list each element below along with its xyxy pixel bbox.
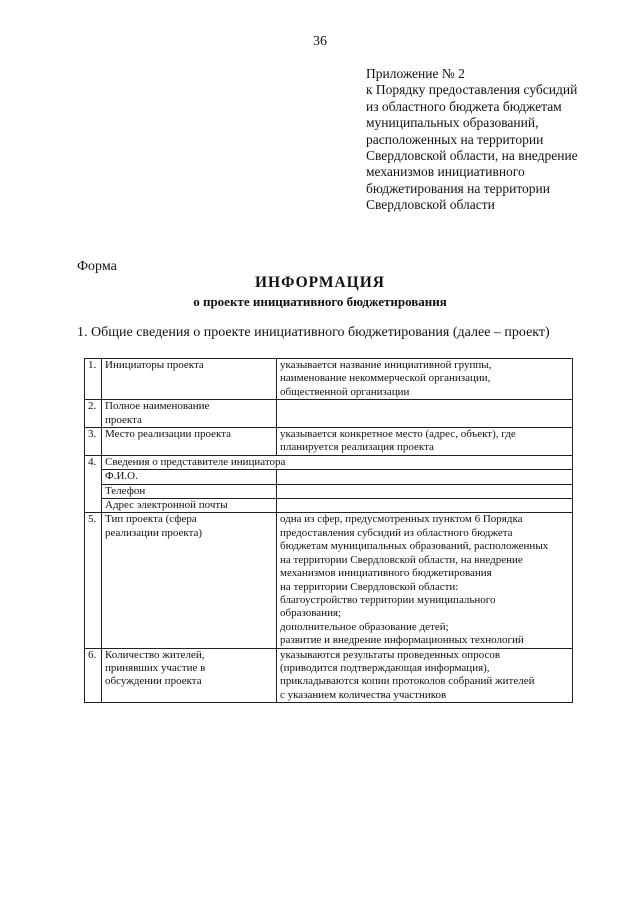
table-subrow — [85, 484, 573, 498]
row-description-line: наименование некоммерческой организации, — [280, 372, 491, 385]
table-row — [85, 455, 573, 469]
appendix-line: Свердловской области, на внедрение — [366, 148, 578, 164]
representative-field-label: Ф.И.О. — [102, 470, 277, 484]
row-description-line: дополнительное образование детей; — [280, 620, 449, 633]
row-description-line: одна из сфер, предусмотренных пунктом 6 Порядка — [280, 513, 523, 526]
row-name — [102, 400, 277, 428]
table-row — [85, 428, 573, 456]
row-description-line: бюджетам муниципальных образований, расположенных — [280, 540, 549, 553]
row-description — [277, 400, 573, 428]
row-name-line: проекта — [105, 413, 142, 426]
row-description-line: предоставления субсидий из областного бюджета — [280, 526, 513, 539]
row-name-line: обсуждении проекта — [105, 675, 202, 688]
row-description-line: указывается конкретное место (адрес, объект), где — [280, 428, 516, 441]
row-description-line: планируется реализация проекта — [280, 441, 434, 454]
row-description-line: указываются результаты проведенных опросов — [280, 648, 501, 661]
document-title: ИНФОРМАЦИЯ — [255, 274, 385, 291]
row-name — [102, 648, 277, 703]
row-description-line: прикладываются копии протоколов собраний жителей — [280, 675, 535, 688]
table-row — [85, 648, 573, 703]
appendix-note — [366, 66, 628, 214]
row-description — [277, 428, 573, 456]
row-name-line: Количество жителей, — [105, 648, 205, 661]
appendix-line: муниципальных образований, — [366, 115, 539, 131]
row-description — [277, 648, 573, 703]
row-description — [277, 359, 573, 400]
row-name-line: Тип проекта (сфера — [105, 513, 197, 526]
row-description — [277, 513, 573, 648]
row-name — [102, 513, 277, 648]
document-subtitle: о проекте инициативного бюджетирования — [193, 294, 447, 309]
row-name-line: принявших участие в — [105, 661, 206, 674]
row-name-line: Место реализации проекта — [105, 428, 232, 441]
row-description-line: (приводится подтверждающая информация), — [280, 661, 490, 674]
row-name-line: Полное наименование — [105, 400, 210, 413]
appendix-line: Свердловской области — [366, 197, 495, 213]
appendix-line: расположенных на территории — [366, 131, 544, 147]
appendix-line: Приложение № 2 — [366, 66, 465, 81]
appendix-line: к Порядку предоставления субсидий — [366, 82, 578, 98]
row-number: 2. — [85, 400, 102, 428]
appendix-line: механизмов инициативного — [366, 164, 525, 180]
table-subrow — [85, 499, 573, 513]
representative-field-label: Телефон — [102, 484, 277, 498]
representative-field-value — [277, 484, 573, 498]
row-description-line: общественной организации — [280, 385, 410, 398]
row-name-line: Инициаторы проекта — [105, 359, 204, 371]
representative-heading: Сведения о представителе инициатора — [102, 455, 573, 469]
row-description-line: с указанием количества участников — [280, 688, 447, 701]
row-number: 1. — [85, 359, 102, 400]
row-number: 6. — [85, 648, 102, 703]
appendix-line: из областного бюджета бюджетам — [366, 98, 562, 114]
row-name — [102, 428, 277, 456]
row-description-line: развитие и внедрение информационных технологий — [280, 634, 524, 647]
project-info-table — [84, 358, 573, 703]
appendix-line: бюджетирования на территории — [366, 180, 551, 196]
row-description-line: на территории Свердловской области: — [280, 580, 459, 593]
table-row — [85, 400, 573, 428]
table-row — [85, 513, 573, 648]
representative-field-label: Адрес электронной почты — [102, 499, 277, 513]
section-heading: 1. Общие сведения о проекте инициативного бюджетирования (далее – проект) — [77, 325, 550, 340]
row-number: 4. — [85, 455, 102, 513]
representative-field-value — [277, 499, 573, 513]
table-row — [85, 359, 573, 400]
form-label: Форма — [77, 259, 117, 274]
row-description-line: благоустройство территории муниципального — [280, 593, 496, 606]
row-description-line: образования; — [280, 607, 342, 620]
row-name-line: реализации проекта) — [105, 526, 203, 539]
row-number: 5. — [85, 513, 102, 648]
row-description-line: механизмов инициативного бюджетирования — [280, 567, 492, 580]
table-subrow — [85, 470, 573, 484]
representative-field-value — [277, 470, 573, 484]
row-name — [102, 359, 277, 400]
row-description-line: на территории Свердловской области, на внедрение — [280, 553, 523, 566]
page-number: 36 — [313, 34, 327, 49]
row-number: 3. — [85, 428, 102, 456]
row-description-line: указывается название инициативной группы, — [280, 359, 492, 371]
